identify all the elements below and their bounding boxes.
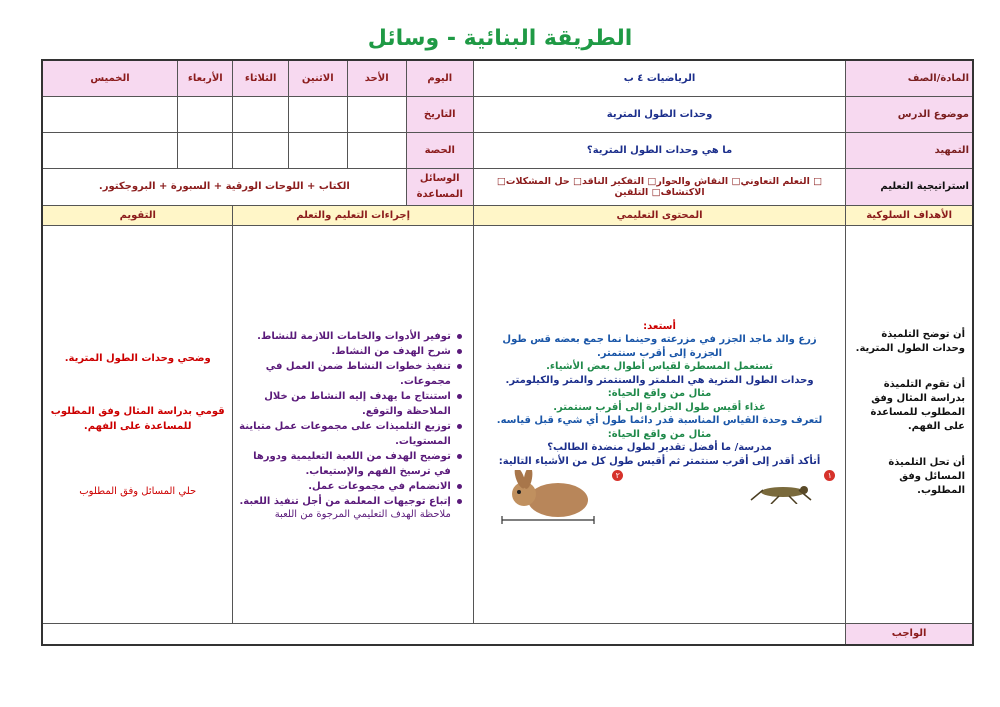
objectives-header: الأهداف السلوكية bbox=[846, 205, 973, 225]
content-cell bbox=[473, 225, 845, 623]
topic-value: وحدات الطول المترية bbox=[473, 96, 845, 132]
period-cell bbox=[42, 132, 178, 168]
strategy-label: استراتيجية التعليم bbox=[846, 168, 973, 205]
number-badge-2: ٢ bbox=[612, 470, 623, 481]
subject-value: الرياضيات ٤ ب bbox=[473, 60, 845, 96]
rabbit-icon bbox=[498, 470, 598, 526]
evaluation-2: قومي بدراسة المثال وفق المطلوب للمساعدة على الفهم. bbox=[50, 406, 225, 432]
number-badge-1: ١ bbox=[824, 470, 835, 481]
procedures-list bbox=[236, 329, 464, 509]
procedure-item: استنتاج ما يهدف إليه النشاط من خلال الملاحظة والتوقع. bbox=[236, 389, 450, 419]
lesson-plan-table bbox=[41, 59, 974, 646]
content-line: مثال من واقع الحياة: bbox=[607, 388, 712, 400]
homework-cell bbox=[42, 623, 846, 645]
evaluation-header: التقويم bbox=[42, 205, 233, 225]
content-line: أتأكد أقدر إلى أقرب سنتمتر ثم أقيس طول كل من الأشياء التالية: bbox=[498, 455, 821, 467]
period-cell bbox=[288, 132, 347, 168]
procedure-item: شرح الهدف من النشاط. bbox=[236, 344, 450, 359]
intro-value: ما هي وحدات الطول المترية؟ bbox=[473, 132, 845, 168]
day-thursday: الخميس bbox=[42, 60, 178, 96]
date-label: التاريخ bbox=[406, 96, 473, 132]
date-cell bbox=[288, 96, 347, 132]
day-wednesday: الأربعاء bbox=[178, 60, 233, 96]
tools-value: الكتاب + اللوحات الورقية + السبورة + البروجكتور. bbox=[42, 168, 406, 205]
strategy-value: □ التعلم التعاوني□ النقاش والحوار□ التفكير الناقد□ حل المشكلات□ الاكتشاف□ التلقين bbox=[473, 168, 845, 205]
content-heading: أستعد: bbox=[643, 320, 676, 332]
content-line: مدرسة/ ما أفضل تقدير لطول منضدة الطالب؟ bbox=[547, 442, 772, 454]
objective-2: أن تقوم التلميذة بدراسة المثال وفق المطلوب للمساعدة على الفهم. bbox=[870, 379, 965, 432]
content-line: وحدات الطول المترية هي الملمتر والسنتمتر والمتر والكيلومتر. bbox=[505, 374, 814, 386]
period-cell bbox=[178, 132, 233, 168]
evaluation-3: حلي المسائل وفق المطلوب bbox=[79, 486, 197, 497]
content-line: زرع والد ماجد الجزر في مزرعته وحينما نما جمع بعضه قس طول bbox=[502, 334, 817, 346]
objective-1: أن توضح التلميذة وحدات الطول المترية. bbox=[855, 329, 965, 354]
procedure-item: الانضمام في مجموعات عمل. bbox=[236, 479, 450, 494]
procedures-header: إجراءات التعليم والتعلم bbox=[233, 205, 473, 225]
procedure-item: تنفيذ خطوات النشاط ضمن العمل في مجموعات. bbox=[236, 359, 450, 389]
content-line: الجزرة إلى أقرب سنتمتر. bbox=[597, 347, 723, 359]
content-line: غذاء أقيس طول الجزارة إلى أقرب سنتمتر. bbox=[553, 401, 766, 413]
intro-label: التمهيد bbox=[846, 132, 973, 168]
procedure-item: إتباع توجيهات المعلمة من أجل تنفيذ اللعبة. bbox=[236, 494, 450, 509]
page-title: الطريقة البنائية - وسائل bbox=[367, 26, 633, 51]
period-cell bbox=[233, 132, 288, 168]
homework-label: الواجب bbox=[846, 623, 973, 645]
evaluation-cell bbox=[42, 225, 233, 623]
content-line: مثال من واقع الحياة: bbox=[607, 428, 712, 440]
day-sunday: الأحد bbox=[347, 60, 406, 96]
procedures-note: ملاحظة الهدف التعليمي المرجوة من اللعبة bbox=[274, 508, 451, 520]
day-label: اليوم bbox=[406, 60, 473, 96]
topic-label: موضوع الدرس bbox=[846, 96, 973, 132]
content-line: تستعمل المسطرة لقياس أطوال بعض الأشياء. bbox=[546, 361, 773, 373]
day-tuesday: الثلاثاء bbox=[233, 60, 288, 96]
content-line: لتعرف وحدة القياس المناسبة قدر دائما طول أي شيء قبل قياسه. bbox=[496, 415, 823, 427]
subject-label: المادة/الصف bbox=[846, 60, 973, 96]
day-monday: الاثنين bbox=[288, 60, 347, 96]
objective-3: أن تحل التلميذة المسائل وفق المطلوب. bbox=[888, 457, 965, 496]
date-cell bbox=[178, 96, 233, 132]
period-label: الحصة bbox=[406, 132, 473, 168]
content-lines bbox=[480, 333, 839, 468]
content-header: المحتوى التعليمي bbox=[473, 205, 845, 225]
objectives-cell bbox=[846, 225, 973, 623]
procedure-item: توفير الأدوات والخامات اللازمة للنشاط. bbox=[236, 329, 450, 344]
date-cell bbox=[42, 96, 178, 132]
period-cell bbox=[347, 132, 406, 168]
evaluation-1: وضحي وحدات الطول المترية. bbox=[64, 353, 211, 364]
date-cell bbox=[347, 96, 406, 132]
date-cell bbox=[233, 96, 288, 132]
procedure-item: توزيع التلميذات على مجموعات عمل متباينة المستويات. bbox=[236, 419, 450, 449]
procedure-item: توضيح الهدف من اللعبة التعليمية ودورها في ترسيخ الفهم والإستيعاب. bbox=[236, 449, 450, 479]
procedures-cell bbox=[233, 225, 473, 623]
content-images bbox=[480, 470, 839, 528]
grasshopper-icon bbox=[749, 478, 817, 504]
tools-label: الوسائل المساعدة bbox=[406, 168, 473, 205]
